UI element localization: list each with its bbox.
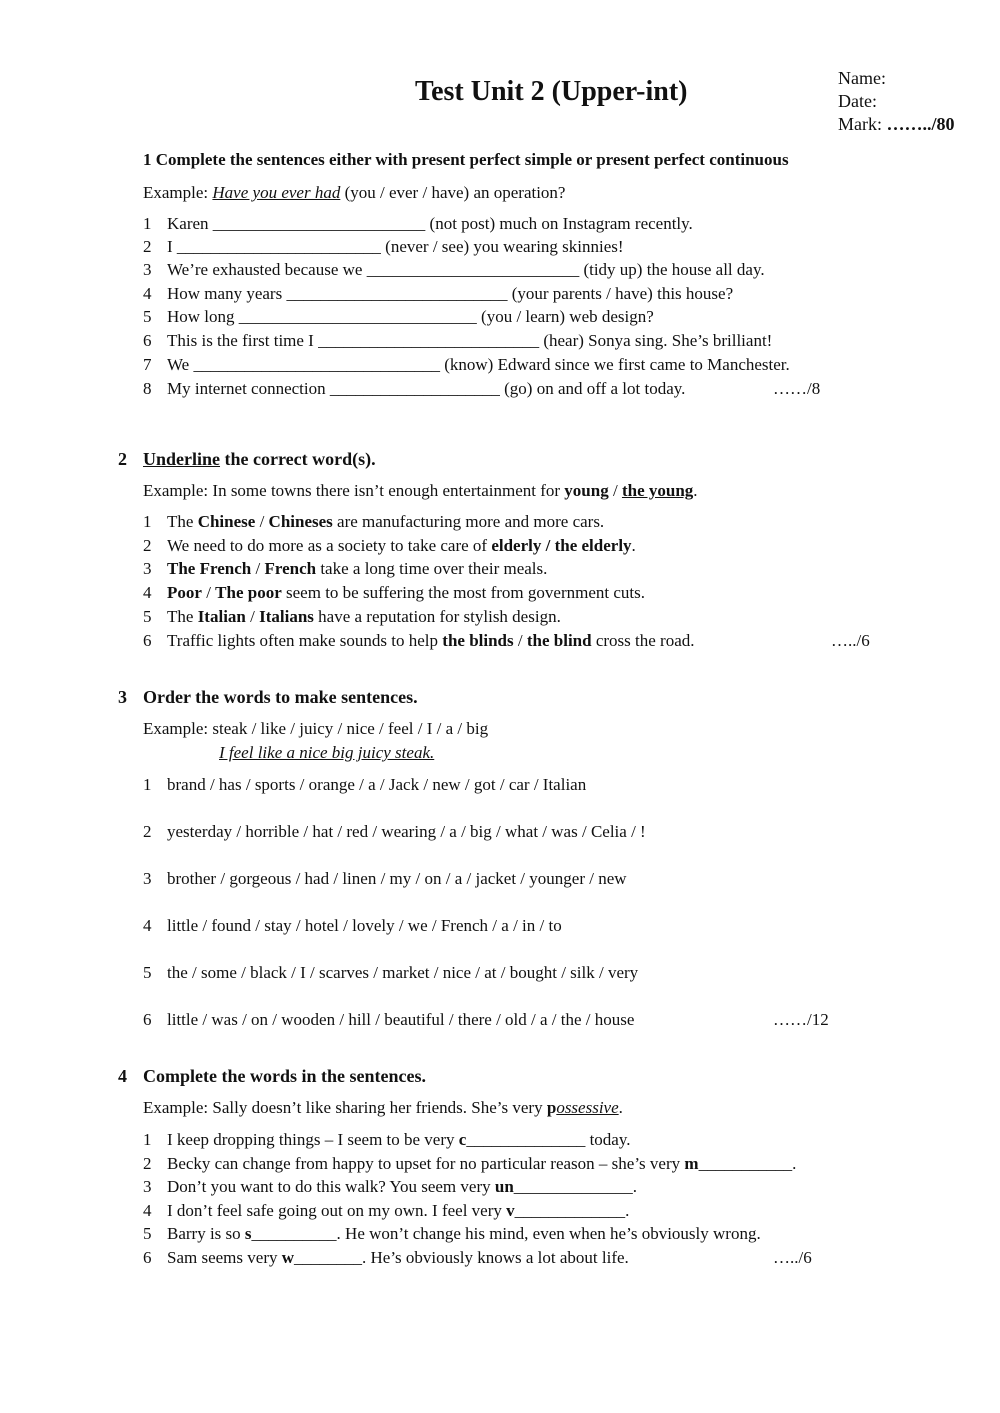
item-text: . He’s obviously knows a lot about life. [362,1248,629,1267]
item-text: The [167,512,194,531]
separator: / [517,631,523,650]
answer-blank[interactable]: __________ [251,1224,337,1243]
s2-item [143,536,636,556]
item-number: 4 [143,284,152,303]
example-text: In some towns there isn’t enough entertainment for [212,481,561,500]
option-a[interactable]: The French [167,559,252,578]
separator: / [612,481,618,500]
item-text: . [625,1201,630,1220]
punctuation: . [618,1098,623,1117]
separator: / [255,559,261,578]
item-number: 3 [143,869,152,888]
item-text: My internet connection [167,379,326,398]
item-number: 2 [143,536,152,555]
item-text: (go) on and off a lot today. [504,379,686,398]
answer-blank[interactable]: __________________________ [286,284,508,303]
item-text: We’re exhausted because we [167,260,363,279]
name-label: Name: [838,68,886,88]
example-option: young [564,481,609,500]
item-text: (hear) Sonya sing. She’s brilliant! [543,331,773,350]
section-3-example-answer: I feel like a nice big juicy steak. [219,743,435,762]
heading-text: Order the words to make sentences. [143,687,418,707]
start-letter: m [684,1154,699,1173]
start-letter: w [281,1248,295,1267]
section-number: 3 [118,687,127,707]
item-text: . [792,1154,797,1173]
s1-item [143,214,693,234]
punctuation: . [693,481,698,500]
answer-blank[interactable]: _________________________ [366,260,580,279]
item-number: 6 [143,631,152,650]
option-a[interactable]: Poor [167,583,202,602]
s4-item [143,1177,637,1197]
item-text: I [167,237,173,256]
answer-blank[interactable]: ________________________ [176,237,381,256]
item-number: 2 [143,1154,152,1173]
item-text: Karen [167,214,209,233]
item-text: (know) Edward since we first came to Manchester. [444,355,790,374]
item-number: 5 [143,1224,152,1243]
example-label: Example: [143,481,209,500]
item-text: We need to do more as a society to take care of [167,536,488,555]
s3-item [143,963,638,983]
section-1-heading: 1 Complete the sentences either with present perfect simple or present perfect continuous [143,150,789,169]
item-number: 1 [143,512,152,531]
item-text: The [167,607,194,626]
item-text: (tidy up) the house all day. [583,260,765,279]
heading-underlined: Underline [143,449,221,469]
answer-blank[interactable]: ___________ [698,1154,793,1173]
item-text: I keep dropping things – I seem to be very [167,1130,455,1149]
separator: / [206,583,211,602]
section-3-example [143,719,488,739]
item-text: cross the road. [595,631,695,650]
item-text: Traffic lights often make sounds to help [167,631,439,650]
option-b[interactable]: Italians [259,607,314,626]
answer-blank[interactable]: _____________________________ [193,355,440,374]
s2-item [143,559,547,579]
s4-item [143,1248,629,1268]
item-text: Barry is so [167,1224,241,1243]
item-text: (never / see) you wearing skinnies! [385,237,624,256]
item-text: Don’t you want to do this walk? You seem very [167,1177,491,1196]
item-text: take a long time over their meals. [320,559,548,578]
item-number: 5 [143,607,152,626]
section-3-heading [118,687,418,708]
item-text: . He won’t change his mind, even when he’s obviously wrong. [336,1224,761,1243]
s2-item [143,512,604,532]
example-completion: ossessive [556,1098,619,1117]
example-words: steak / like / juicy / nice / feel / I / a / big [212,719,489,738]
option-b[interactable]: Chineses [268,512,333,531]
option-b[interactable]: the blind [526,631,592,650]
section-number: 2 [118,449,127,469]
item-number: 4 [143,583,152,602]
item-words: brother / gorgeous / had / linen / my / on / a / jacket / younger / new [167,869,627,888]
answer-blank[interactable]: ______________ [466,1130,586,1149]
answer-blank[interactable]: ____________________________ [238,307,477,326]
start-letter: c [458,1130,467,1149]
item-words: little / found / stay / hotel / lovely / we / French / a / in / to [167,916,562,935]
mark-field [838,114,955,135]
s3-item [143,1010,634,1030]
heading-rest: the correct word(s). [224,449,376,469]
date-label: Date: [838,91,877,111]
example-option-correct: the young [621,481,694,500]
item-text: (not post) much on Instagram recently. [429,214,693,233]
s4-item [143,1130,630,1150]
item-text: I don’t feel safe going out on my own. I feel very [167,1201,502,1220]
item-number: 2 [143,822,152,841]
item-text: Sam seems very [167,1248,278,1267]
s1-item [143,284,733,304]
item-text: We [167,355,190,374]
item-number: 4 [143,916,152,935]
section-1-score: ……/8 [773,379,821,398]
item-number: 8 [143,379,152,398]
section-3-score: ……/12 [773,1010,829,1029]
item-words: brand / has / sports / orange / a / Jack / new / got / car / Italian [167,775,587,794]
example-label: Example: [143,719,209,738]
s2-item [143,631,695,651]
options[interactable]: elderly / the elderly [491,536,632,555]
separator: / [250,607,255,626]
item-text: have a reputation for stylish design. [318,607,561,626]
option-a[interactable]: Italian [197,607,246,626]
item-number: 3 [143,559,152,578]
s2-item [143,583,645,603]
option-a[interactable]: Chinese [197,512,256,531]
punctuation: . [631,536,636,555]
example-label: Example: [143,183,209,202]
heading-text: Complete the words in the sentences. [143,1066,426,1086]
s1-item [143,355,790,375]
start-letter: s [244,1224,252,1243]
example-rest: (you / ever / have) an operation? [344,183,566,202]
s3-item [143,822,646,842]
item-text: (your parents / have) this house? [511,284,734,303]
option-a[interactable]: the blinds [442,631,514,650]
s4-item [143,1154,796,1174]
item-text: are manufacturing more and more cars. [337,512,605,531]
separator: / [259,512,265,531]
item-number: 4 [143,1201,152,1220]
example-text: Sally doesn’t like sharing her friends. She’s very [212,1098,543,1117]
s3-item [143,775,586,795]
answer-blank[interactable]: _________________________ [212,214,426,233]
answer-blank[interactable]: ____________________ [329,379,500,398]
item-text: seem to be suffering the most from government cuts. [286,583,645,602]
s3-item [143,869,627,889]
item-number: 5 [143,963,152,982]
example-answer: Have you ever had [212,183,341,202]
s1-item [143,307,654,327]
item-number: 3 [143,260,152,279]
s2-item [143,607,561,627]
answer-blank[interactable]: _____________ [514,1201,626,1220]
item-text: How long [167,307,235,326]
s1-item [143,331,772,351]
item-words: little / was / on / wooden / hill / beautiful / there / old / a / the / house [167,1010,635,1029]
item-text: This is the first time I [167,331,314,350]
s1-item [143,260,765,280]
s1-item [143,237,624,257]
section-4-example [143,1098,623,1118]
s4-item [143,1201,629,1221]
item-number: 1 [143,775,152,794]
item-number: 7 [143,355,152,374]
item-number: 1 [143,1130,152,1149]
item-words: the / some / black / I / scarves / market / nice / at / bought / silk / very [167,963,639,982]
item-text: . [632,1177,638,1196]
item-text: Becky can change from happy to upset for no particular reason – she’s very [167,1154,681,1173]
item-number: 6 [143,1248,152,1267]
start-letter: un [494,1177,514,1196]
section-4-heading [118,1066,426,1087]
section-2-example [143,481,698,501]
example-label: Example: [143,1098,209,1117]
item-number: 2 [143,237,152,256]
section-4-score: …../6 [773,1248,812,1267]
example-letter: p [546,1098,557,1117]
section-number: 4 [118,1066,127,1086]
item-number: 5 [143,307,152,326]
s4-item [143,1224,761,1244]
section-2-score: …../6 [831,631,870,650]
s1-item [143,379,685,399]
item-number: 6 [143,1010,152,1029]
section-1-example [143,183,565,203]
mark-label: Mark: [838,114,882,134]
answer-blank[interactable]: ______________ [513,1177,633,1196]
item-words: yesterday / horrible / hat / red / wearing / a / big / what / was / Celia / ! [167,822,646,841]
item-text: How many years [167,284,283,303]
item-text: today. [589,1130,631,1149]
start-letter: v [506,1201,515,1220]
item-number: 1 [143,214,152,233]
s3-item [143,916,562,936]
item-text: (you / learn) web design? [481,307,654,326]
option-b[interactable]: French [264,559,317,578]
answer-blank[interactable]: __________________________ [318,331,540,350]
page-title: Test Unit 2 (Upper-int) [415,76,688,107]
answer-blank[interactable]: ________ [294,1248,363,1267]
option-b[interactable]: The poor [215,583,282,602]
mark-value: ……../80 [886,114,955,134]
section-2-heading [118,449,376,470]
item-number: 3 [143,1177,152,1196]
item-number: 6 [143,331,152,350]
